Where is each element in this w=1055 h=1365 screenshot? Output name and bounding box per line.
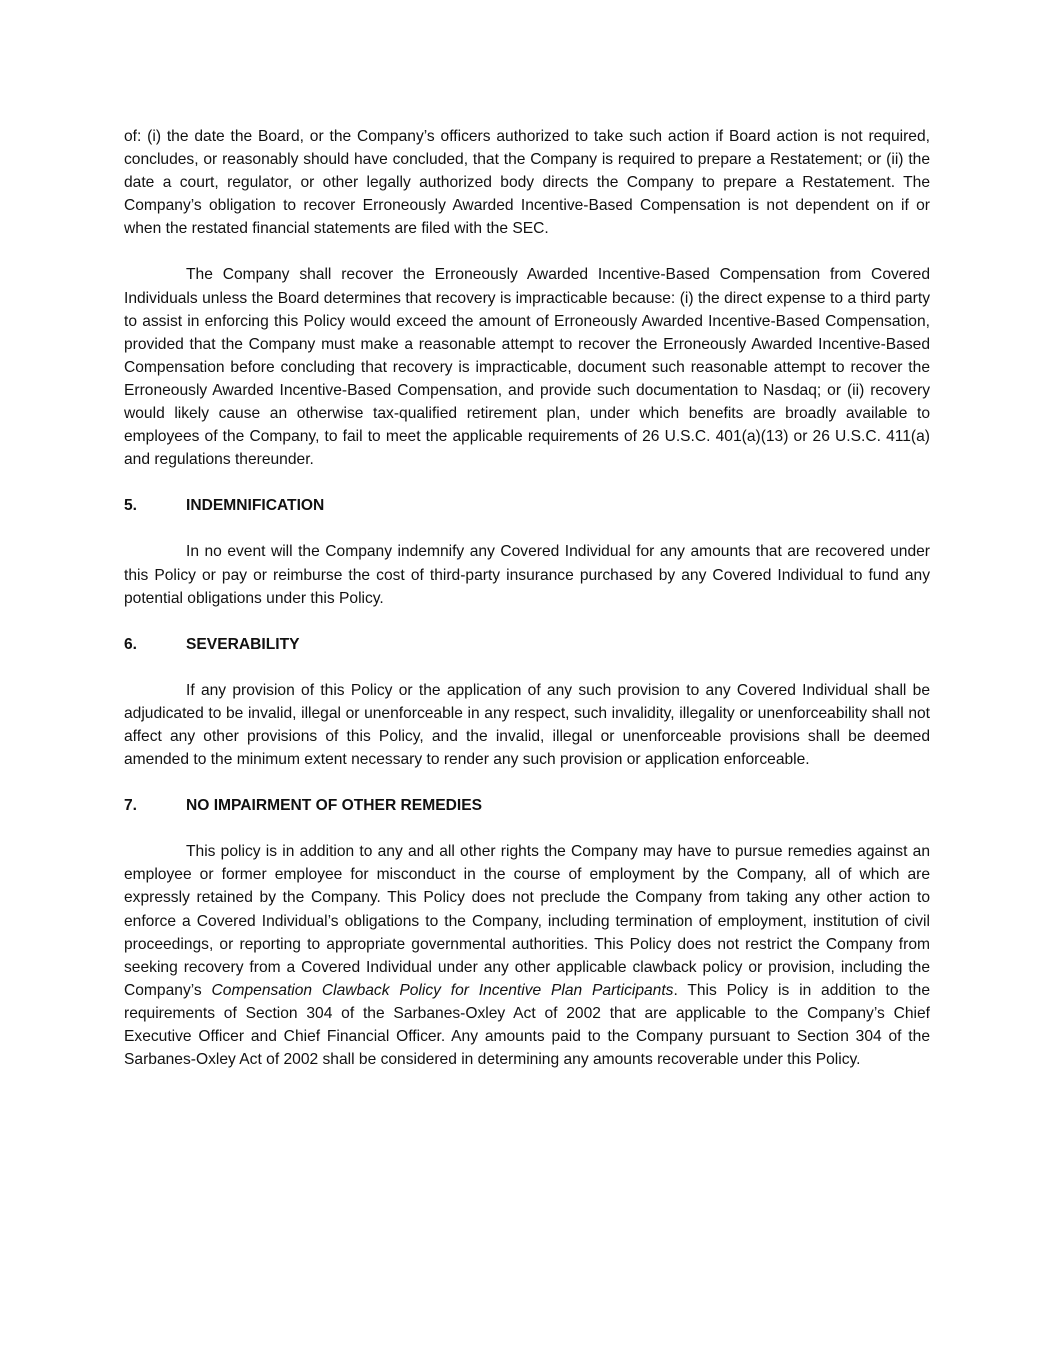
section-number: 5. <box>124 497 138 515</box>
text-run: . This Policy is in addition to the requirements of Section 304 of the Sarbanes-Oxley Act of 2002 that are applicable to the Company’s Chief Executive Officer and Chief Financial Officer. Any amounts paid to the Company pursuant to Section 304 of the Sarbanes-Oxley Act of 2002 shall be considered in determining any amounts recoverable under this Policy. <box>124 981 930 1069</box>
section-heading-severability <box>124 633 930 656</box>
italic-policy-title: Compensation Clawback Policy for Incentive Plan Participants <box>211 981 674 999</box>
paragraph-recovery-trigger-date: of: (i) the date the Board, or the Company’s officers authorized to take such action if Board action is not required, concludes, or reasonably should have concluded, that the Company is required to prepare a Restatement; or (ii) the date a court, regulator, or other legally authorized body directs the Company to prepare a Restatement. The Company’s obligation to recover Erroneously Awarded Incentive-Based Compensation is not dependent on if or when the restated financial statements are filed with the SEC. <box>124 128 930 238</box>
section-number: 7. <box>124 797 138 815</box>
section-title: SEVERABILITY <box>186 635 300 653</box>
text-run: This policy is in addition to any and all other rights the Company may have to pursue remedies against an employee or former employee for misconduct in the course of employment by the Company, all of which are expressly retained by the Company. This Policy does not preclude the Company from taking any other action to enforce a Covered Individual’s obligations to the Company, including termination of employment, institution of civil proceedings, or reporting to appropriate governmental authorities. This Policy does not restrict the Company from seeking recovery from a Covered Individual under any other applicable clawback policy or provision, including the Company’s <box>124 843 930 999</box>
section-title: INDEMNIFICATION <box>186 497 325 515</box>
paragraph-impracticability: The Company shall recover the Erroneously Awarded Incentive-Based Compensation from Covered Individuals unless the Board determines that recovery is impracticable because: (i) the direct expense to a third party to assist in enforcing this Policy would exceed the amount of Erroneously Awarded Incentive-Based Compensation, provided that the Company must make a reasonable attempt to recover the Erroneously Awarded Incentive-Based Compensation before concluding that recovery is impracticable, document such reasonable attempt to recover the Erroneously Awarded Incentive-Based Compensation, and provide such documentation to Nasdaq; or (ii) recovery would likely cause an otherwise tax-qualified retirement plan, under which benefits are broadly available to employees of the Company, to fail to meet the applicable requirements of 26 U.S.C. 401(a)(13) or 26 U.S.C. 411(a) and regulations thereunder. <box>124 266 930 469</box>
paragraph-indemnification: In no event will the Company indemnify any Covered Individual for any amounts that are recovered under this Policy or pay or reimburse the cost of third-party insurance purchased by any Covered Individual to fund any potential obligations under this Policy. <box>124 543 930 607</box>
section-heading-indemnification <box>124 494 930 517</box>
document-page <box>124 125 930 1094</box>
section-number: 6. <box>124 635 138 653</box>
paragraph-no-impairment <box>124 840 930 1071</box>
section-heading-no-impairment <box>124 794 930 817</box>
section-title: NO IMPAIRMENT OF OTHER REMEDIES <box>186 797 482 815</box>
paragraph-severability: If any provision of this Policy or the application of any such provision to any Covered Individual shall be adjudicated to be invalid, illegal or unenforceable in any respect, such invalidity, illegality or unenforceability shall not affect any other provisions of this Policy, and the invalid, illegal or unenforceable provisions shall be deemed amended to the minimum extent necessary to render any such provision or application enforceable. <box>124 681 930 769</box>
